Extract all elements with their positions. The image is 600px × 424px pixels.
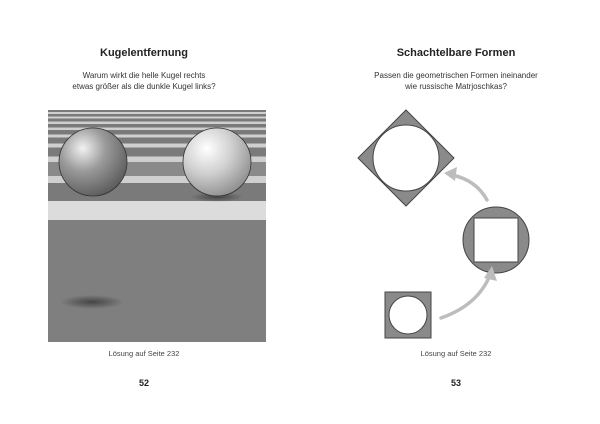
solution-reference: Lösung auf Seite 232 [108, 349, 180, 358]
dark-sphere-icon [59, 128, 127, 196]
solution-reference: Lösung auf Seite 232 [420, 349, 492, 358]
sphere-illusion-figure [48, 110, 266, 342]
curved-arrow-icon [444, 167, 487, 200]
page-number: 52 [138, 378, 149, 388]
page-number: 53 [450, 378, 461, 388]
curved-arrow-icon [441, 266, 497, 318]
page-title: Kugelentfernung [100, 47, 188, 59]
nesting-shapes-figure [358, 110, 529, 338]
diamond-with-circle-icon [358, 110, 454, 206]
circle-with-square-icon [463, 207, 529, 273]
page-title: Schachtelbare Formen [396, 47, 516, 59]
puzzle-question: Passen die geometrischen Formen ineinander wie russische Matrjoschkas? [374, 71, 538, 91]
dark-sphere-shadow [60, 295, 124, 309]
square-with-circle-icon [385, 292, 431, 338]
puzzle-question: Warum wirkt die helle Kugel rechts etwas größer als die dunkle Kugel links? [72, 71, 216, 91]
light-sphere-icon [183, 128, 251, 196]
